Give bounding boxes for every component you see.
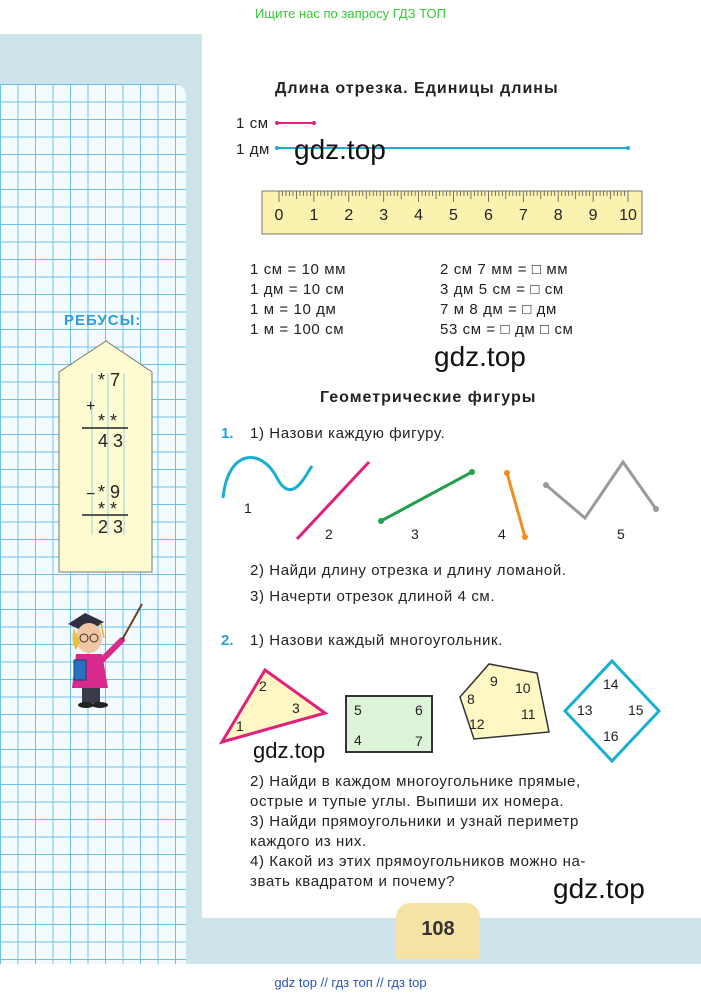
pentagon-angle-11: 11 (521, 706, 536, 722)
page-number: 108 (421, 918, 455, 940)
triangle-angle-2: 2 (259, 678, 267, 694)
ruler-label: 7 (518, 207, 528, 224)
conversion-left-4: 1 м = 100 см (250, 321, 345, 338)
figure-4-segment (504, 470, 528, 540)
rhombus-angle-14: 14 (603, 676, 619, 692)
section-title-figures: Геометрические фигуры (320, 389, 537, 406)
conversion-left-1: 1 см = 10 мм (250, 261, 347, 278)
rectangle-angle-7: 7 (415, 733, 423, 749)
watermark-4: gdz.top (553, 873, 645, 904)
ruler-label: 4 (414, 207, 424, 224)
rectangle-angle-5: 5 (354, 702, 362, 718)
section-title-length: Длина отрезка. Единицы длины (275, 80, 559, 97)
rebus-2-operator: − (86, 486, 96, 503)
pentagon-angle-9: 9 (490, 673, 498, 689)
conversion-right-2: 3 дм 5 см = □ см (440, 281, 564, 298)
task-1-number: 1. (221, 425, 234, 442)
conversion-right-4: 53 см = □ дм □ см (440, 321, 574, 338)
figure-5-label: 5 (617, 526, 625, 542)
conversion-left-3: 1 м = 10 дм (250, 301, 337, 318)
watermark-3: gdz.top (253, 738, 326, 763)
ruler-label: 2 (344, 207, 354, 224)
triangle-angle-3: 3 (292, 700, 300, 716)
rebus-title: РЕБУСЫ: (64, 312, 142, 329)
conversion-right-3: 7 м 8 дм = □ дм (440, 301, 557, 318)
task-2-question-4-line-1: 4) Какой из этих прямоугольников можно на- (250, 853, 587, 870)
rebus-1-result: 43 (98, 431, 129, 451)
task-2-question-2-line-1: 2) Найди в каждом многоугольнике прямые, (250, 773, 581, 790)
rhombus-angle-15: 15 (628, 702, 644, 718)
ruler-label: 6 (483, 207, 493, 224)
top-banner[interactable]: Ищите нас по запросу ГДЗ ТОП (255, 6, 446, 21)
rectangle-angle-4: 4 (354, 732, 362, 748)
pentagon-angle-12: 12 (469, 716, 485, 732)
rebus-2-row-2: ** (98, 499, 123, 519)
task-2-question-3-line-1: 3) Найди прямоугольники и узнай периметр (250, 813, 579, 830)
rhombus-angle-13: 13 (577, 702, 593, 718)
figure-5-polyline (543, 462, 659, 518)
rebus-1-row-1: *7 (98, 370, 126, 390)
pentagon-angle-10: 10 (515, 680, 531, 696)
task-2-question-4-line-2: звать квадратом и почему? (250, 873, 456, 890)
figure-1-curve (223, 458, 312, 498)
rebus-1-row-2: ** (98, 411, 123, 431)
pentagon-angle-8: 8 (467, 691, 475, 707)
ruler-label: 9 (588, 207, 598, 224)
rebus-1-operator: + (86, 398, 96, 415)
task-2-question-3-line-2: каждого из них. (250, 833, 367, 850)
task-1-question-1: 1) Назови каждую фигуру. (250, 425, 446, 442)
ruler-label: 8 (553, 207, 563, 224)
task-1-question-3: 3) Начерти отрезок длиной 4 см. (250, 588, 496, 605)
conversion-left-2: 1 дм = 10 см (250, 281, 345, 298)
task-2-question-1: 1) Назови каждый многоугольник. (250, 632, 503, 649)
figure-1-label: 1 (244, 500, 252, 516)
triangle-angle-1: 1 (236, 718, 244, 734)
figure-3-label: 3 (411, 526, 419, 542)
ruler-label: 5 (449, 207, 458, 224)
task-2-number: 2. (221, 632, 234, 649)
ruler-label: 0 (274, 207, 284, 224)
bottom-banner[interactable]: gdz top // гдз топ // гдз top (274, 975, 427, 990)
conversion-right-1: 2 см 7 мм = □ мм (440, 261, 569, 278)
rectangle-angle-6: 6 (415, 702, 423, 718)
figure-4-label: 4 (498, 526, 506, 542)
rebus-2-row-1: *9 (98, 482, 126, 502)
cm-label: 1 см (236, 115, 269, 132)
watermark-2: gdz.top (434, 341, 526, 372)
task-1-question-2: 2) Найди длину отрезка и длину ломаной. (250, 562, 567, 579)
dm-label: 1 дм (236, 141, 270, 158)
figure-2-label: 2 (325, 526, 333, 542)
watermark-1: gdz.top (294, 134, 386, 165)
ruler-label: 1 (309, 207, 319, 224)
rhombus-angle-16: 16 (603, 728, 619, 744)
ruler-label: 3 (379, 207, 389, 224)
rebus-2-result: 23 (98, 517, 129, 537)
figure-3-segment (378, 469, 475, 524)
ruler-label: 10 (619, 207, 637, 224)
cm-segment (275, 121, 316, 125)
teacher-illustration (68, 604, 142, 708)
task-2-question-2-line-2: острые и тупые углы. Выпиши их номера. (250, 793, 565, 810)
